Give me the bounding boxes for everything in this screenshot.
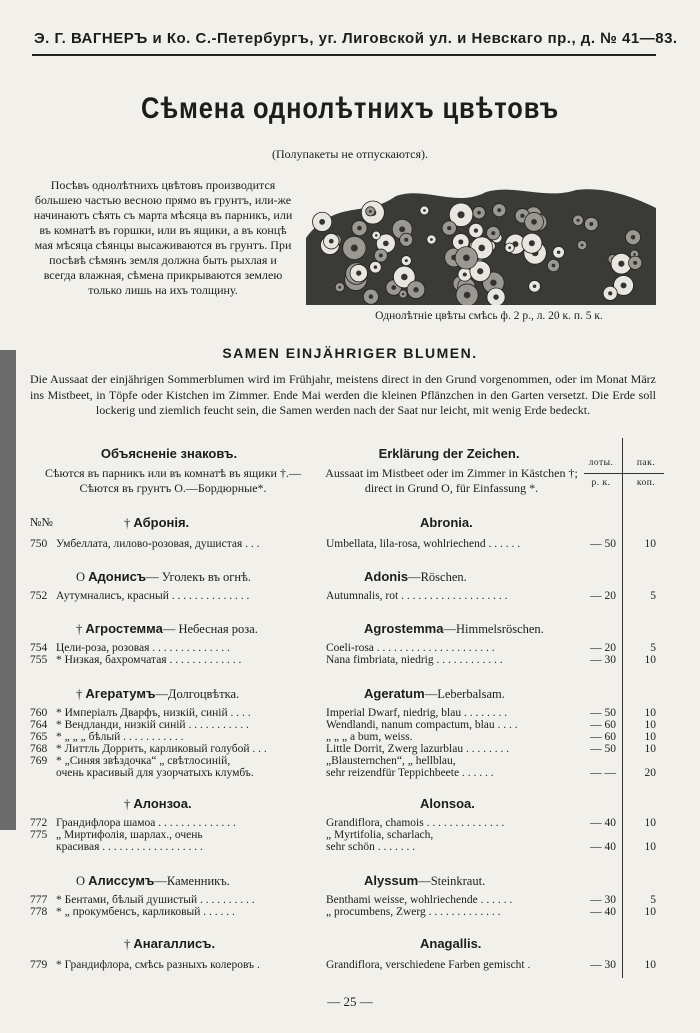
table-row [24,590,676,603]
item-name-ru: Цели-роза, розовая . . . . . . . . . . . . . . [56,642,230,654]
group-heading-de [364,569,467,585]
catalog-page [24,0,676,1033]
group-heading-de [364,873,485,889]
price-packet: 10 [644,959,656,971]
group-name-de: Alonsoa. [420,796,475,811]
price-packet: 10 [644,817,656,829]
item-name-de: Imperial Dwarf, niedrig, blau . . . . . . . . [326,707,508,719]
group-name-de: Adonis [364,569,409,584]
item-number: 750 [30,538,48,550]
item-name-ru: * „ „ „ бѣлый . . . . . . . . . . . [56,731,184,743]
group-symbol: † [76,622,86,636]
price-packet: 10 [644,707,656,719]
item-name-de: Grandiflora, verschiedene Farben gemischt . [326,959,531,971]
item-number: 778 [30,906,48,918]
group-name-de: Agrostemma [364,621,444,636]
item-name-ru: красивая . . . . . . . . . . . . . . . . . . [56,841,203,853]
group-heading-de [420,936,481,952]
header-rule [32,54,656,56]
item-number: 765 [30,731,48,743]
price-lot: — 40 [590,817,616,829]
page-number: — 25 — [327,994,373,1009]
table-row [24,767,676,780]
group-name-ru: Алиссумъ [88,873,155,888]
group-heading-de [420,796,475,812]
item-name-de: Umbellata, lila-rosa, wohlriechend . . . . . . [326,538,521,550]
item-name-de: „Blausternchen“, „ hellblau, [326,755,456,767]
item-name-ru: „ Миртифолія, шарлах., очень [56,829,203,841]
scan-edge-strip [0,350,16,830]
item-number: 775 [30,829,48,841]
group-heading-de [420,515,473,531]
price-lot: — 30 [590,959,616,971]
group-symbol: † [124,937,134,951]
item-name-de: Little Dorrit, Zwerg lazurblau . . . . . . . . [326,743,510,755]
group-heading-ru [124,936,215,952]
group-name-ru: Агератумъ [85,686,156,701]
table-row [24,841,676,854]
item-name-de: sehr schön . . . . . . . [326,841,416,853]
price-lot: — 50 [590,538,616,550]
item-name-ru: * Низкая, бахромчатая . . . . . . . . . . . . . [56,654,242,666]
col-header-rule [584,473,664,474]
group-common-name-de: —Steinkraut. [418,874,486,888]
price-packet: 10 [644,906,656,918]
item-name-de: Coeli-rosa . . . . . . . . . . . . . . . . . . . . . [326,642,495,654]
item-name-ru: * Бентами, бѣлый душистый . . . . . . . . . . [56,894,255,906]
item-name-de: sehr reizendfür Teppichbeete . . . . . . [326,767,494,779]
item-name-ru: * Грандифлора, смѣсь разныхъ колеровъ . [56,959,260,971]
legend-ru-title: Объясненіе знаковъ. [100,446,238,461]
group-common-name-de: —Leberbalsam. [424,687,505,701]
item-number: 779 [30,959,48,971]
price-packet: 5 [650,894,656,906]
group-symbol: О [76,874,89,888]
group-name-ru: Адонисъ [88,569,147,584]
price-lot: — — [590,767,616,779]
de-intro: Die Aussaat der einjährigen Sommerblumen wird im Frühjahr, meistens direct in den Grund vorgenommen, oder im Monat März ins Mistbeet, in Töpfe oder Kistchen im Zimmer. Ende Mai werden die kleinen Pflänzchen in den Garten versetzt. Die Erde soll lockerig und ziemlich feucht sein, die Samen werden nach der Saat nur leicht, mit wenig Erde bedeckt. [30,372,656,417]
item-number: 754 [30,642,48,654]
item-name-ru: очень красивый для узорчатыхъ клумбъ. [56,767,254,779]
group-common-name-ru: —Каменникъ. [154,874,230,888]
price-lot: — 30 [590,654,616,666]
item-name-de: Wendlandi, nanum compactum, blau . . . . [326,719,518,731]
item-number: 777 [30,894,48,906]
item-name-ru: * „Синяя звѣздочка“ „ свѣтлосиній, [56,755,231,767]
item-number: 769 [30,755,48,767]
group-name-de: Abronia. [420,515,473,530]
item-name-ru: * Имперіалъ Дварфъ, низкій, синій . . . . [56,707,251,719]
item-name-ru: * Вендланди, низкій синій . . . . . . . . . . . [56,719,249,731]
table-row [24,959,676,972]
group-common-name-ru: — Уголекъ въ огнѣ. [146,570,252,584]
group-common-name-ru: —Долгоцвѣтка. [155,687,240,701]
price-packet: 10 [644,654,656,666]
item-name-ru: * „ прокумбенсъ, карликовый . . . . . . [56,906,235,918]
item-name-ru: Аутумналисъ, красный . . . . . . . . . . . . . . [56,590,250,602]
item-name-de: „ procumbens, Zwerg . . . . . . . . . . . . . [326,906,501,918]
item-name-de: „ „ „ a bum, weiss. [326,731,413,743]
item-number: 772 [30,817,48,829]
group-symbol: † [124,797,134,811]
table-row [24,654,676,667]
price-lot: — 40 [590,906,616,918]
group-symbol: † [76,687,86,701]
item-number: 752 [30,590,48,602]
group-symbol: О [76,570,89,584]
group-name-ru: Анагаллисъ. [133,936,216,951]
price-lot: — 30 [590,894,616,906]
number-column-header: №№ [30,515,53,529]
price-lot: — 50 [590,743,616,755]
group-heading-ru [76,686,239,702]
group-name-de: Ageratum [364,686,425,701]
price-lot: — 20 [590,590,616,602]
legend-de-title: Erklärung der Zeichen. [378,446,520,461]
group-name-ru: Агростемма [85,621,163,636]
price-lot: — 60 [590,719,616,731]
group-heading-de [364,621,544,637]
price-lot: — 40 [590,841,616,853]
group-common-name-ru: — Небесная роза. [162,622,258,636]
price-packet: 10 [644,538,656,550]
legend-de-text: Aussaat im Mistbeet oder im Zimmer in Kästchen †; direct in Grund O, für Einfassung *. [325,466,578,495]
item-name-de: „ Myrtifolia, scharlach, [326,829,434,841]
item-name-de: Nana fimbriata, niedrig . . . . . . . . . . . . [326,654,503,666]
price-packet: 10 [644,731,656,743]
group-name-ru: Абронія. [133,515,190,530]
item-number: 755 [30,654,48,666]
group-common-name-de: —Röschen. [408,570,467,584]
price-packet: 10 [644,743,656,755]
table-row [24,538,676,551]
item-name-ru: Умбеллата, лилово-розовая, душистая . . . [56,538,260,550]
price-packet: 10 [644,841,656,853]
table-row [24,906,676,919]
item-name-de: Grandiflora, chamois . . . . . . . . . . . . . . [326,817,505,829]
group-name-de: Alyssum [364,873,419,888]
price-lot: — 20 [590,642,616,654]
price-lot: — 50 [590,707,616,719]
col1-header-top: лоты. [588,458,614,468]
group-common-name-de: —Himmelsröschen. [443,622,544,636]
de-title: SAMEN EINJÄHRIGER BLUMEN. [222,345,478,361]
item-name-de: Autumnalis, rot . . . . . . . . . . . . . . . . . . . [326,590,508,602]
group-heading-ru [76,621,258,637]
item-number: 764 [30,719,48,731]
group-heading-de [364,686,505,702]
price-packet: 20 [644,767,656,779]
group-heading-ru [76,569,251,585]
price-lot: — 60 [590,731,616,743]
item-name-ru: Грандифлора шамоа . . . . . . . . . . . . . . [56,817,236,829]
intro-ru: Посѣвъ однолѣтнихъ цвѣтовъ производится большею частью весною прямо въ грунтъ, или-же начинаютъ сѣять съ марта мѣсяца въ парникъ, или въ комнатѣ въ горшки, или въ ящики, а въ концѣ мая мѣсяца сѣянцы высаживаются въ грунтъ. При посѣвѣ сѣмянъ земля должна быть рыхлая и всегда влажная, сѣмена прикрываются землею только лишь на ихъ толщину. [33,178,293,297]
group-heading-ru [124,796,192,812]
price-packet: 5 [650,590,656,602]
flowers-illustration [306,178,656,305]
group-heading-ru [124,515,189,531]
col1-header-bottom: р. к. [591,478,611,488]
item-number: 760 [30,707,48,719]
item-number: 768 [30,743,48,755]
item-name-ru: * Литтль Доррить, карликовый голубой . . . [56,743,267,755]
item-name-de: Benthami weisse, wohlriechende . . . . . . [326,894,513,906]
page-title: Сѣмена однолѣтнихъ цвѣтовъ [140,92,560,125]
page-header: Э. Г. ВАГНЕРЪ и Ко. С.-Петербургъ, уг. Лиговской ул. и Невскаго пр., д. № 41—83. [34,30,678,47]
price-packet: 5 [650,642,656,654]
col2-header-bottom: коп. [636,478,656,488]
group-symbol: † [124,516,134,530]
price-packet: 10 [644,719,656,731]
legend-ru-text: Сѣются въ парникъ или въ комнатѣ въ ящики †.— Сѣются въ грунтъ О.—Бордюрные*. [45,466,301,495]
page-subtitle: (Полупакеты не отпускаются). [272,147,428,161]
group-name-de: Anagallis. [420,936,482,951]
group-name-ru: Алонзоа. [133,796,192,811]
col2-header-top: пак. [636,458,656,468]
group-heading-ru [76,873,230,889]
illustration-caption: Однолѣтніе цвѣты смѣсь ф. 2 р., л. 20 к. п. 5 к. [375,310,603,322]
